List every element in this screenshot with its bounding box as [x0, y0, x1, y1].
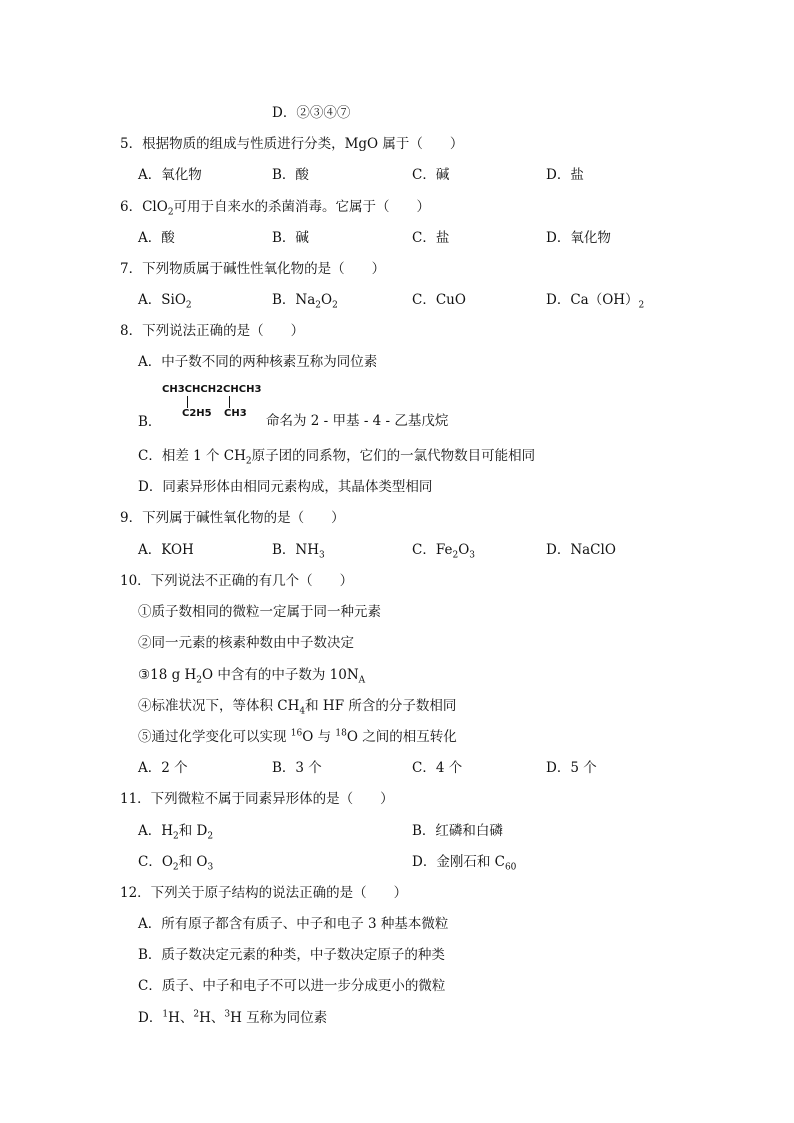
q12-stem: 12．下列关于原子结构的说法正确的是（ ）	[120, 885, 408, 901]
q9-option-b	[272, 541, 325, 559]
q8-option-d: D．同素异形体由相同元素构成，其晶体类型相同	[138, 479, 433, 495]
q10-s3-mid: O 中含有的中子数为 10N	[202, 667, 359, 683]
q11-a-mid: 和 D	[178, 823, 208, 839]
q9-c-text: C．Fe	[412, 542, 453, 558]
q6-subscript: 2	[167, 207, 174, 218]
q11-option-b: B．红磷和白磷	[412, 823, 503, 839]
q10-s5-mid: O 与	[302, 729, 336, 745]
q10-s4-text-2: 和 HF 所含的分子数相同	[305, 698, 457, 714]
q9-c-mid: O	[458, 542, 470, 558]
q7-a-sub: 2	[185, 300, 192, 311]
q9-option-d: D．NaClO	[546, 542, 616, 558]
q8-option-b-text: 命名为 2 - 甲基 - 4 - 乙基戊烷	[266, 413, 449, 429]
q11-c-mid: 和 O	[178, 854, 208, 870]
bond-line	[187, 396, 188, 408]
q12-d-sup3: 3	[224, 1009, 231, 1020]
q12-option-c: C．质子、中子和电子不可以进一步分成更小的微粒	[138, 978, 446, 994]
q7-option-d	[546, 291, 644, 309]
q11-a-sub2: 2	[207, 831, 214, 842]
q5-option-d: D．盐	[546, 167, 584, 183]
q10-s5-sup2: 18	[335, 728, 347, 739]
q6-stem-text-2: 可用于自来水的杀菌消毒。它属于（ ）	[173, 199, 431, 215]
q7-option-c: C．CuO	[412, 292, 466, 308]
q10-option-a: A．2 个	[138, 760, 188, 776]
q10-s5-text-2: O 之间的相互转化	[346, 729, 457, 745]
q11-c-sub2: 3	[207, 862, 214, 873]
q7-stem: 7．下列物质属于碱性性氧化物的是（ ）	[120, 261, 386, 277]
q10-stem: 10．下列说法不正确的有几个（ ）	[120, 573, 354, 589]
q7-option-b	[272, 291, 338, 309]
q8-option-c	[138, 447, 535, 465]
structural-formula	[160, 384, 270, 424]
q10-statement-3	[138, 666, 365, 684]
q7-b-mid: O	[321, 292, 333, 308]
q8-stem: 8．下列说法正确的是（ ）	[120, 323, 305, 339]
q12-d-text: H 互称为同位素	[230, 1010, 328, 1026]
q11-c-sub1: 2	[172, 862, 179, 873]
q8-c-text-2: 原子团的同系物，它们的一氯代物数目可能相同	[251, 448, 536, 464]
q7-b-sub2: 2	[332, 300, 338, 311]
q12-option-a: A．所有原子都含有质子、中子和电子 3 种基本微粒	[138, 916, 449, 932]
q8-option-b-label: B．	[138, 414, 162, 430]
q6-stem-text: 6．ClO	[120, 199, 168, 215]
q11-d-sub: 60	[504, 862, 517, 873]
q8-c-sub: 2	[245, 456, 252, 467]
q9-b-sub: 3	[319, 550, 325, 561]
q7-a-text: A．SiO	[138, 292, 186, 308]
q10-s4-text: ④标准状况下，等体积 CH	[138, 698, 300, 714]
q7-d-text: D．Ca（OH）	[546, 292, 639, 308]
q5-option-c: C．碱	[412, 167, 450, 183]
q6-stem	[120, 198, 430, 216]
q10-s5-text: ⑤通过化学变化可以实现	[138, 729, 291, 745]
q10-s5-sup1: 16	[290, 728, 303, 739]
q8-c-text: C．相差 1 个 CH	[138, 448, 246, 464]
q10-s4-sub: 4	[299, 706, 306, 717]
q12-d-sup2: 2	[193, 1009, 200, 1020]
structural-formula-main-chain: CH3CHCH2CHCH3	[162, 384, 262, 395]
q6-option-a: A．酸	[138, 230, 175, 246]
q10-option-c: C．4 个	[412, 760, 463, 776]
q9-b-text: B．NH	[272, 542, 320, 558]
q12-d-h2: H、	[199, 1010, 225, 1026]
q6-option-b: B．碱	[272, 230, 309, 246]
q7-d-sub: 2	[638, 300, 645, 311]
q9-c-sub1: 2	[452, 550, 459, 561]
q11-option-a	[138, 822, 213, 840]
q11-a-sub1: 2	[173, 831, 179, 842]
q11-d-text: D．金刚石和 C	[412, 854, 505, 870]
q11-c-text: C．O	[138, 854, 173, 870]
q12-d-h1: H、	[168, 1010, 194, 1026]
q12-option-d	[138, 1009, 327, 1027]
structural-formula-branch-ethyl: C2H5	[182, 408, 212, 419]
q9-option-c	[412, 541, 475, 559]
q4-option-d: D．②③④⑦	[272, 105, 351, 121]
q10-s3-sub: 2	[196, 675, 203, 686]
q5-stem: 5．根据物质的组成与性质进行分类，MgO 属于（ ）	[120, 136, 464, 152]
q9-stem: 9．下列属于碱性氧化物的是（ ）	[120, 510, 345, 526]
q10-option-d: D．5 个	[546, 760, 597, 776]
q10-statement-2: ②同一元素的核素种数由中子数决定	[138, 635, 354, 651]
q11-a-text: A．H	[138, 823, 174, 839]
q11-option-d	[412, 853, 516, 871]
q12-d-label: D．	[138, 1010, 163, 1026]
q10-s3-text: ③18 g H	[138, 667, 197, 683]
q7-b-sub1: 2	[315, 300, 322, 311]
q12-d-sup1: 1	[162, 1009, 169, 1020]
q8-option-a: A．中子数不同的两种核素互称为同位素	[138, 354, 378, 370]
bond-line	[229, 396, 230, 408]
q6-option-c: C．盐	[412, 230, 450, 246]
q9-c-sub2: 3	[469, 550, 475, 561]
q6-option-d: D．氧化物	[546, 230, 611, 246]
q7-b-text: B．Na	[272, 292, 316, 308]
q11-option-c	[138, 853, 213, 871]
q12-option-b: B．质子数决定元素的种类，中子数决定原子的种类	[138, 947, 445, 963]
q9-option-a: A．KOH	[138, 542, 194, 558]
q10-option-b: B．3 个	[272, 760, 322, 776]
structural-formula-branch-methyl: CH3	[224, 408, 247, 419]
q5-option-b: B．酸	[272, 167, 309, 183]
q7-option-a	[138, 291, 192, 309]
q10-statement-4	[138, 697, 456, 715]
q10-s3-sub2: A	[358, 675, 366, 686]
q10-statement-1: ①质子数相同的微粒一定属于同一种元素	[138, 604, 381, 620]
q5-option-a: A．氧化物	[138, 167, 202, 183]
q10-statement-5	[138, 728, 457, 746]
q11-stem: 11．下列微粒不属于同素异形体的是（ ）	[120, 791, 394, 807]
